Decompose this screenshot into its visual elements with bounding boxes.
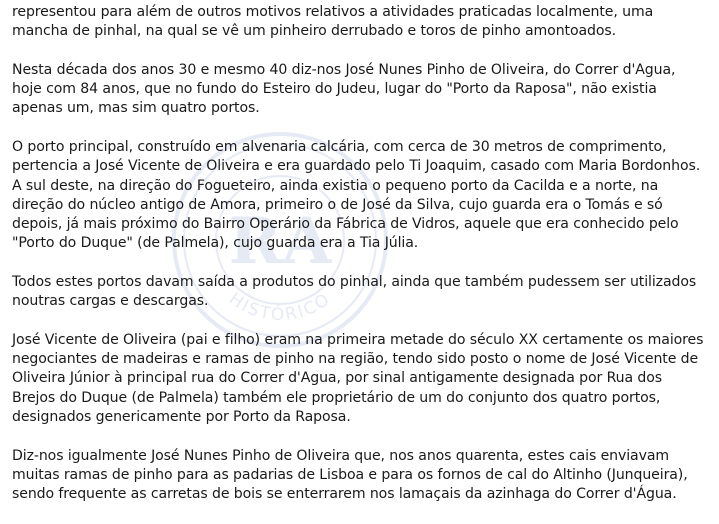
text-line: noutras cargas e descargas. [12,293,209,310]
text-line: representou para além de outros motivos relativos a atividades praticadas localmente, uma [12,4,654,20]
paragraph-1 [12,3,712,41]
text-line: negociantes de madeiras e ramas de pinho na região, tendo sido posto o nome de José Vicente de [12,351,699,368]
paragraph-2 [12,61,712,119]
paragraph-5 [12,331,712,427]
text-line: "Porto do Duque" (de Palmela), cujo guarda era a Tia Júlia. [12,235,419,252]
text-line: Diz-nos igualmente José Nunes Pinho de Oliveira que, nos anos quarenta, estes cais enviavam [12,447,669,464]
paragraph-3 [12,138,712,253]
text-line: mancha de pinhal, na qual se vê um pinheiro derrubado e toros de pinho amontoados. [12,23,616,40]
text-line: designados genericamente por Porto da Raposa. [12,408,351,425]
text-line: depois, já mais próximo do Bairro Operário da Fábrica de Vidros, aquele que era conhecido pelo [12,216,679,233]
text-line: Oliveira Júnior à principal rua do Correr d'Agua, por sinal antigamente designada por Rua dos [12,370,663,387]
text-line: Todos estes portos davam saída a produtos do pinhal, ainda que também pudessem ser utilizados [12,274,697,291]
text-line: José Vicente de Oliveira (pai e filho) eram na primeira metade do século XX certamente os maiores [12,332,704,349]
text-line: O porto principal, construído em alvenaria calcária, com cerca de 30 metros de comprimento, [12,139,667,156]
paragraph-6 [12,447,712,505]
document-body [12,3,712,524]
text-line: A sul deste, na direção do Fogueteiro, ainda existia o pequeno porto da Cacilda e a norte, na [12,177,659,194]
text-line: sendo frequente as carretas de bois se enterrarem nos lamaçais da azinhaga do Correr d'Água. [12,486,677,503]
text-line: Nesta década dos anos 30 e mesmo 40 diz-nos José Nunes Pinho de Oliveira, do Correr d'Agua, [12,62,676,78]
seal-initials: RA [228,204,332,279]
text-line: pertencia a José Vicente de Oliveira e era guardado pelo Ti Joaquim, casado com Maria Bordonhos. [12,158,701,175]
text-line: hoje com 84 anos, que no fundo do Esteiro do Judeu, lugar do "Porto da Raposa", não existia [12,81,657,98]
text-line: apenas um, mas sim quatro portos. [12,100,260,117]
text-line: muitas ramas de pinho para as padarias de Lisboa e para os fornos de cal do Altinho (Junqueira), [12,466,688,483]
paragraph-4 [12,273,712,311]
seal-ring-text: HISTÓRICO [225,288,335,326]
text-line: Brejos do Duque (de Palmela) também ele proprietário de um do conjunto dos quatro portos, [12,389,661,406]
text-line: direção do núcleo antigo de Amora, primeiro o de José da Silva, cujo guarda era o Tomás e só [12,196,663,213]
